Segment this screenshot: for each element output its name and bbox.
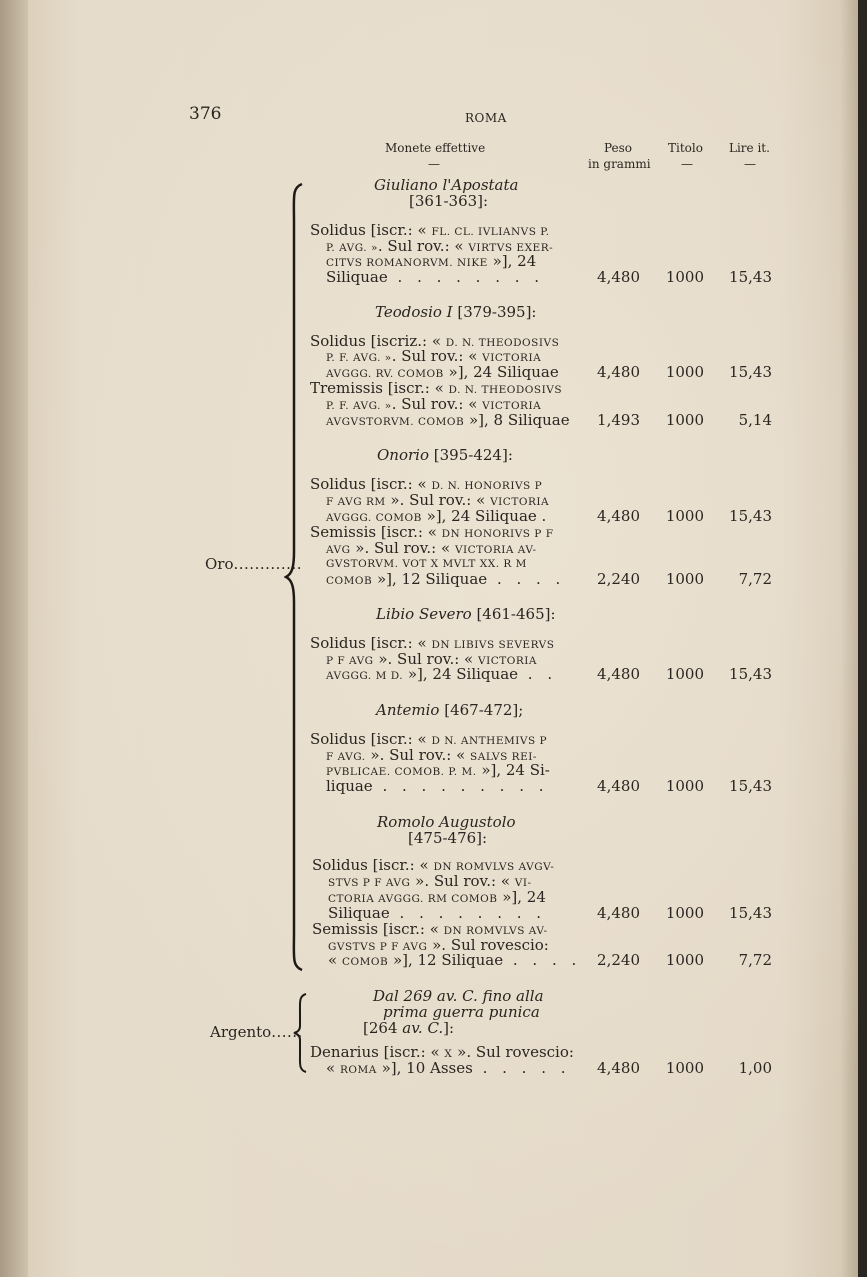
- section-teodosio: Teodosio I [379-395]:: [375, 303, 537, 321]
- titolo-value: 1000: [665, 570, 704, 588]
- page-number: 376: [189, 104, 222, 124]
- section-giuliano-title: Giuliano l'Apostata: [374, 176, 519, 194]
- peso-value: 2,240: [597, 570, 640, 588]
- lire-value: 15,43: [729, 665, 772, 683]
- titolo-value: 1000: [665, 507, 704, 525]
- peso-value: 4,480: [597, 363, 640, 381]
- lire-value: 5,14: [738, 411, 772, 429]
- header-monete: Monete effettive: [385, 141, 486, 155]
- group-argento: Argento......: [210, 1023, 303, 1041]
- section-onorio: Onorio [395-424]:: [377, 446, 513, 464]
- lire-value: 15,43: [729, 363, 772, 381]
- peso-value: 4,480: [597, 507, 640, 525]
- titolo-value: 1000: [665, 363, 704, 381]
- header-titolo-dash: —: [681, 157, 693, 171]
- peso-value: 4,480: [597, 904, 640, 922]
- lire-value: 7,72: [738, 951, 772, 969]
- section-romolo-title: Romolo Augustolo: [377, 813, 516, 831]
- lire-value: 7,72: [738, 570, 772, 588]
- titolo-value: 1000: [665, 411, 704, 429]
- titolo-value: 1000: [665, 268, 704, 286]
- peso-value: 4,480: [597, 1059, 640, 1077]
- peso-value: 1,493: [597, 411, 640, 429]
- lire-value: 15,43: [729, 777, 772, 795]
- lire-value: 15,43: [729, 507, 772, 525]
- lire-value: 1,00: [738, 1059, 772, 1077]
- header-titolo: Titolo: [668, 141, 703, 155]
- oro-brace: [284, 182, 304, 972]
- group-argento-label: Argento: [210, 1023, 272, 1041]
- section-romolo-dates: [475-476]:: [408, 829, 488, 847]
- header-lire-dash: —: [744, 157, 756, 171]
- titolo-value: 1000: [665, 951, 704, 969]
- titolo-value: 1000: [665, 904, 704, 922]
- section-dal-line2: prima guerra punica: [383, 1003, 540, 1021]
- titolo-value: 1000: [665, 777, 704, 795]
- titolo-value: 1000: [665, 665, 704, 683]
- section-antemio: Antemio [467-472];: [376, 701, 524, 719]
- lire-value: 15,43: [729, 904, 772, 922]
- peso-value: 4,480: [597, 268, 640, 286]
- titolo-value: 1000: [665, 1059, 704, 1077]
- header-monete-dash: —: [428, 157, 440, 171]
- running-title: ROMA: [465, 111, 507, 125]
- section-giuliano-dates: [361-363]:: [409, 192, 489, 210]
- section-dal-line3: [264 av. C.]:: [363, 1019, 455, 1037]
- header-lire: Lire it.: [729, 141, 770, 155]
- section-dal-line1: Dal 269 av. C. fino alla: [373, 987, 544, 1005]
- lire-value: 15,43: [729, 268, 772, 286]
- section-libio: Libio Severo [461-465]:: [376, 605, 556, 623]
- peso-value: 2,240: [597, 951, 640, 969]
- page-gutter: [0, 0, 28, 1277]
- group-oro-label: Oro: [205, 555, 234, 573]
- header-peso: Peso: [604, 141, 633, 155]
- header-peso-grammi: in grammi: [588, 157, 651, 171]
- peso-value: 4,480: [597, 777, 640, 795]
- group-oro: Oro.............: [205, 555, 302, 573]
- peso-value: 4,480: [597, 665, 640, 683]
- book-page: 376 ROMA Monete effettive — Peso in grammi Titolo — Lire it. — Oro............. Argento...... Giuliano l'Apostata [361-363]: Solidus [iscr.: « FL. CL. IVLIANVS P. P. AVG. ». Sul rov.: « VIRTVS EXER- CITVS ROMANORVM. NIKE »], 24 Siliquae . . . . . . . . 4,480 1000 15,43 Teodosio I [379-395]: Solidus [iscriz.: « D. N. THEODOSIVS P. F. AVG. ». Sul rov.: « VICTORIA AVGGG. RV. COMOB »], 24 Siliquae 4,480 1000 15,43 Tremissis [iscr.: « D. N. THEODOSIVS P. F. AVG. ». Sul rov.: « VICTORIA AVGVSTORVM. COMOB »], 8 Siliquae 1,493 1000 5,14 Onorio [395-424]: Solidus [iscr.: « D. N. HONORIVS P F AVG RM ». Sul rov.: « VICTORIA AVGGG. COMOB »], 24 Siliquae . 4,480 1000 15,43 Semissis [iscr.: « DN HONORIVS P F AVG ». Sul rov.: « VICTORIA AV- GVSTORVM. VOT X MVLT XX. R M COMOB »], 12 Siliquae . . . . 2,240 1000 7,72 Libio Severo [461-465]: Solidus [iscr.: « DN LIBIVS SEVERVS P F AVG ». Sul rov.: « VICTORIA AVGGG. M D. »], 24 Siliquae . . 4,480 1000 15,43 Antemio [467-472]; Solidus [iscr.: « D N. ANTHEMIVS P F AVG. ». Sul rov.: « SALVS REI- PVBLICAE. COMOB. P. M. »], 24 Si- liquae . . . . . . . . . 4,480 1000 15,43 Romolo Augustolo [475-476]: Solidus [iscr.: « DN ROMVLVS AVGV- STVS P F AVG ». Sul rov.: « VI- CTORIA AVGGG. RM COMOB »], 24 Siliquae . . . . . . . . 4,480 1000 15,43 Semissis [iscr.: « DN ROMVLVS AV- GVSTVS P F AVG ». Sul rovescio: « COMOB »], 12 Siliquae . . . . 2,240 1000 7,72 Dal 269 av. C. fino alla prima guerra punica [264 av. C.]: Denarius [iscr.: « X ». Sul rovescio: « ROMA »], 10 Asses . . . . . 4,480 1000 1,00: [0, 0, 858, 1277]
